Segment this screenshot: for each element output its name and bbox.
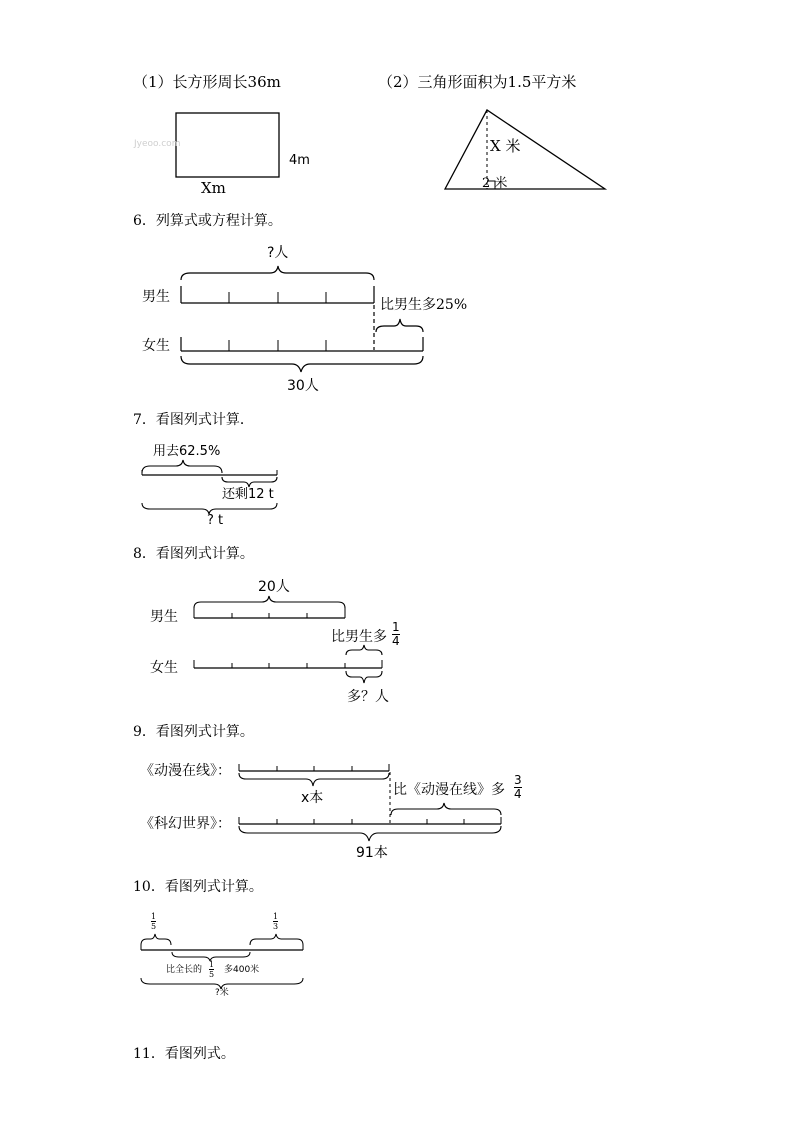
q8-top-label: 20人 [258, 579, 290, 595]
q9-total-label: 91本 [356, 845, 388, 861]
q8-more-label: 比男生多 [331, 629, 387, 645]
q10-left-fraction: 1 5 [151, 912, 157, 931]
q6-title: 6．列算式或方程计算。 [133, 213, 282, 229]
rect-width-label: Xm [201, 179, 226, 197]
q5-part2-title: （2）三角形面积为1.5平方米 [378, 73, 577, 91]
q8-girls-label: 女生 [150, 660, 178, 676]
triangle-height-label: X 米 [490, 137, 521, 155]
q10-total-label: ?米 [215, 988, 229, 998]
triangle-base-label: 2 米 [482, 176, 508, 191]
q10-left-brace [141, 934, 171, 945]
q7-title: 7．看图列式计算． [133, 412, 254, 428]
q9-fraction: 3 4 [514, 773, 522, 801]
q5-part1-title: （1）长方形周长36m [133, 73, 281, 91]
q9-row1-label: 《动漫在线》： [140, 763, 231, 779]
q10-middle-suffix: 多400米 [224, 965, 260, 975]
q7-total-label: ? t [207, 513, 224, 528]
q6-top-label: ?人 [267, 245, 289, 261]
q10-middle-brace [172, 952, 250, 961]
q7-used-label: 用去62.5% [153, 444, 221, 459]
q9-x-label: x本 [301, 790, 324, 806]
q6-bottom-label: 30人 [287, 378, 319, 394]
q10-right-brace [250, 934, 303, 945]
q9-more-label: 比《动漫在线》多 [393, 782, 505, 798]
q10-total-brace [141, 978, 303, 989]
q6-girls-label: 女生 [142, 338, 170, 354]
q10-right-fraction: 1 3 [273, 912, 279, 931]
q8-title: 8．看图列式计算。 [133, 546, 254, 562]
q10-title: 10．看图列式计算。 [133, 879, 263, 895]
q11-title: 11．看图列式。 [133, 1046, 235, 1062]
q6-boys-label: 男生 [142, 289, 170, 305]
q8-boys-label: 男生 [150, 609, 178, 625]
q9-row2-label: 《科幻世界》： [140, 816, 231, 832]
q8-fraction: 1 4 [392, 620, 400, 648]
q8-bottom-label: 多？人 [347, 689, 389, 705]
rect-height-label: 4m [289, 153, 310, 168]
q9-title: 9．看图列式计算。 [133, 724, 254, 740]
q10-middle-fraction: 1 5 [209, 960, 215, 979]
q7-remain-label: 还剩12 t [222, 487, 274, 502]
watermark: Jyeoo.com [134, 139, 181, 149]
q6-more-label: 比男生多25% [380, 297, 468, 313]
q10-middle-prefix: 比全长的 [166, 965, 203, 975]
